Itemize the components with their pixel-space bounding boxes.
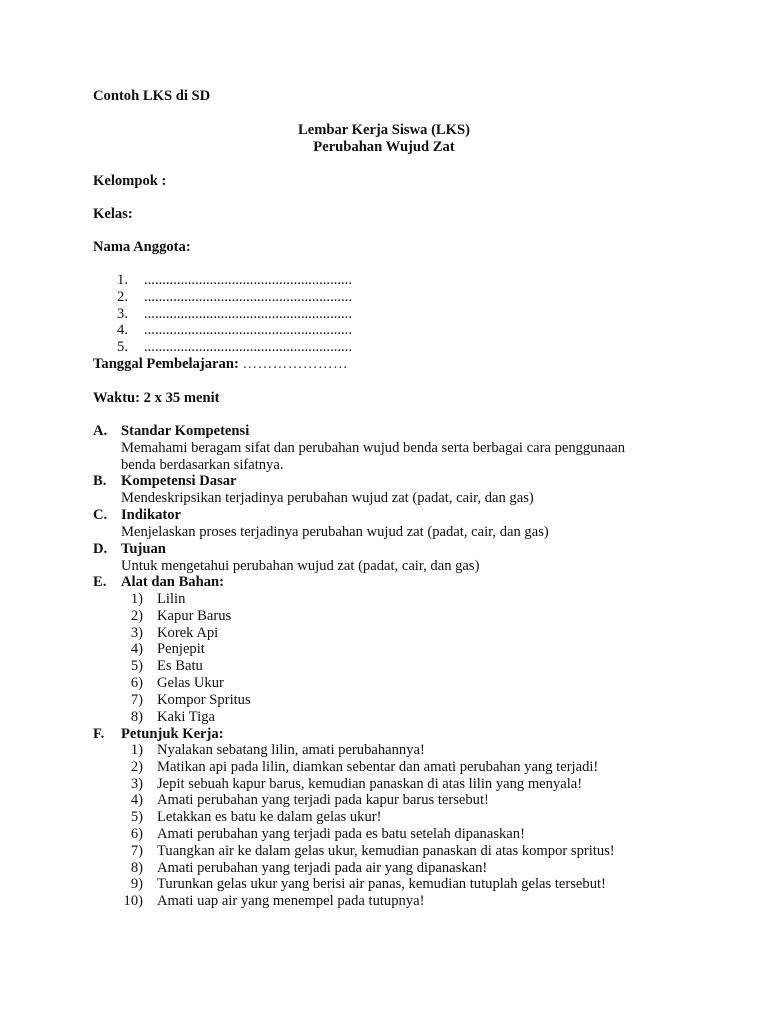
alat-list (121, 591, 251, 725)
section-c-line-1: Menjelaskan proses terjadinya perubahan wujud zat (padat, cair, dan gas) (121, 524, 549, 540)
kelas-label: Kelas: (93, 206, 133, 222)
section-f-title: Petunjuk Kerja: (121, 726, 224, 742)
petunjuk-number: 2) (130, 758, 143, 775)
alat-text: Es Batu (157, 658, 203, 675)
petunjuk-text: Matikan api pada lilin, diamkan sebentar dan amati perubahan yang terjadi! (157, 758, 599, 775)
petunjuk-text: Tuangkan air ke dalam gelas ukur, kemudian panaskan di atas kompor spritus! (157, 842, 615, 859)
member-line: ......................................................... (144, 272, 352, 288)
alat-text: Kaki Tiga (157, 708, 215, 725)
alat-number: 2) (130, 607, 143, 624)
kelompok-label: Kelompok : (93, 173, 167, 189)
list-item (93, 322, 352, 339)
list-item (121, 742, 615, 759)
petunjuk-text: Letakkan es batu ke dalam gelas ukur! (157, 809, 382, 826)
member-line: ......................................................... (144, 322, 352, 339)
petunjuk-number: 10) (123, 893, 143, 910)
nama-anggota-label: Nama Anggota: (93, 239, 191, 255)
alat-number: 4) (130, 641, 143, 658)
alat-number: 6) (130, 674, 143, 691)
alat-text: Kapur Barus (157, 607, 232, 624)
section-f-letter: F. (93, 726, 105, 742)
section-b-letter: B. (93, 473, 107, 489)
section-c-letter: C. (93, 507, 108, 523)
list-item (121, 709, 251, 726)
list-item (93, 339, 352, 356)
member-list (93, 272, 352, 356)
section-d-letter: D. (93, 541, 108, 557)
section-a-letter: A. (93, 423, 108, 439)
alat-number: 8) (130, 708, 143, 725)
document-heading: Contoh LKS di SD (93, 88, 211, 104)
list-item (121, 893, 615, 910)
petunjuk-number: 1) (130, 742, 143, 758)
section-b-line-1: Mendeskripsikan terjadinya perubahan wujud zat (padat, cair, dan gas) (121, 490, 534, 506)
petunjuk-number: 3) (130, 775, 143, 792)
list-item (93, 289, 352, 306)
petunjuk-text: Amati perubahan yang terjadi pada kapur barus tersebut! (157, 792, 489, 809)
list-item (121, 876, 615, 893)
alat-number: 5) (130, 658, 143, 675)
tanggal-label: Tanggal Pembelajaran: (93, 356, 239, 372)
member-line: ......................................................... (144, 305, 352, 322)
alat-number: 7) (130, 691, 143, 708)
section-a-title: Standar Kompetensi (121, 423, 250, 439)
list-item (121, 692, 251, 709)
list-item (121, 843, 615, 860)
member-number: 2. (117, 288, 128, 305)
list-item (121, 826, 615, 843)
petunjuk-number: 9) (130, 876, 143, 893)
list-item (121, 608, 251, 625)
section-a-line-2: benda berdasarkan sifatnya. (121, 457, 284, 473)
petunjuk-number: 8) (130, 859, 143, 876)
list-item (121, 591, 251, 608)
petunjuk-text: Nyalakan sebatang lilin, amati perubahannya! (157, 742, 425, 758)
petunjuk-text: Amati perubahan yang terjadi pada es batu setelah dipanaskan! (157, 825, 525, 842)
section-c-title: Indikator (121, 507, 182, 523)
petunjuk-number: 4) (130, 792, 143, 809)
list-item (121, 860, 615, 877)
alat-text: Penjepit (157, 641, 205, 658)
list-item (121, 809, 615, 826)
petunjuk-list (121, 742, 615, 910)
tanggal-row (93, 356, 348, 373)
alat-text: Kompor Spritus (157, 691, 251, 708)
list-item (121, 792, 615, 809)
alat-number: 3) (130, 624, 143, 641)
list-item (121, 658, 251, 675)
petunjuk-number: 6) (130, 825, 143, 842)
list-item (93, 272, 352, 289)
list-item (121, 759, 615, 776)
list-item (121, 675, 251, 692)
petunjuk-number: 5) (130, 809, 143, 826)
member-line: ......................................................... (144, 339, 352, 356)
petunjuk-number: 7) (130, 842, 143, 859)
member-number: 5. (117, 339, 128, 356)
section-b-title: Kompetensi Dasar (121, 473, 237, 489)
member-line: ......................................................... (144, 288, 352, 305)
section-d-title: Tujuan (121, 541, 166, 557)
section-e-letter: E. (93, 574, 107, 590)
list-item (121, 641, 251, 658)
alat-number: 1) (130, 591, 143, 607)
tanggal-dots: ………………… (242, 356, 349, 372)
petunjuk-text: Turunkan gelas ukur yang berisi air panas, kemudian tutuplah gelas tersebut! (157, 876, 606, 893)
member-number: 4. (117, 322, 128, 339)
alat-text: Gelas Ukur (157, 674, 224, 691)
list-item (121, 625, 251, 642)
petunjuk-text: Jepit sebuah kapur barus, kemudian panaskan di atas lilin yang menyala! (157, 775, 583, 792)
title-line-1: Lembar Kerja Siswa (LKS) (297, 122, 470, 138)
section-a-line-1: Memahami beragam sifat dan perubahan wujud benda serta berbagai cara penggunaan (121, 440, 626, 456)
member-number: 3. (117, 305, 128, 322)
section-e-title: Alat dan Bahan: (121, 574, 224, 590)
petunjuk-text: Amati uap air yang menempel pada tutupnya! (157, 893, 425, 910)
alat-text: Lilin (157, 591, 186, 607)
list-item (93, 306, 352, 323)
waktu-label: Waktu: 2 x 35 menit (93, 390, 220, 406)
title-line-2: Perubahan Wujud Zat (313, 139, 455, 155)
petunjuk-text: Amati perubahan yang terjadi pada air yang dipanaskan! (157, 859, 488, 876)
alat-text: Korek Api (157, 624, 219, 641)
list-item (121, 776, 615, 793)
member-number: 1. (117, 272, 128, 288)
section-d-line-1: Untuk mengetahui perubahan wujud zat (padat, cair, dan gas) (121, 558, 480, 574)
